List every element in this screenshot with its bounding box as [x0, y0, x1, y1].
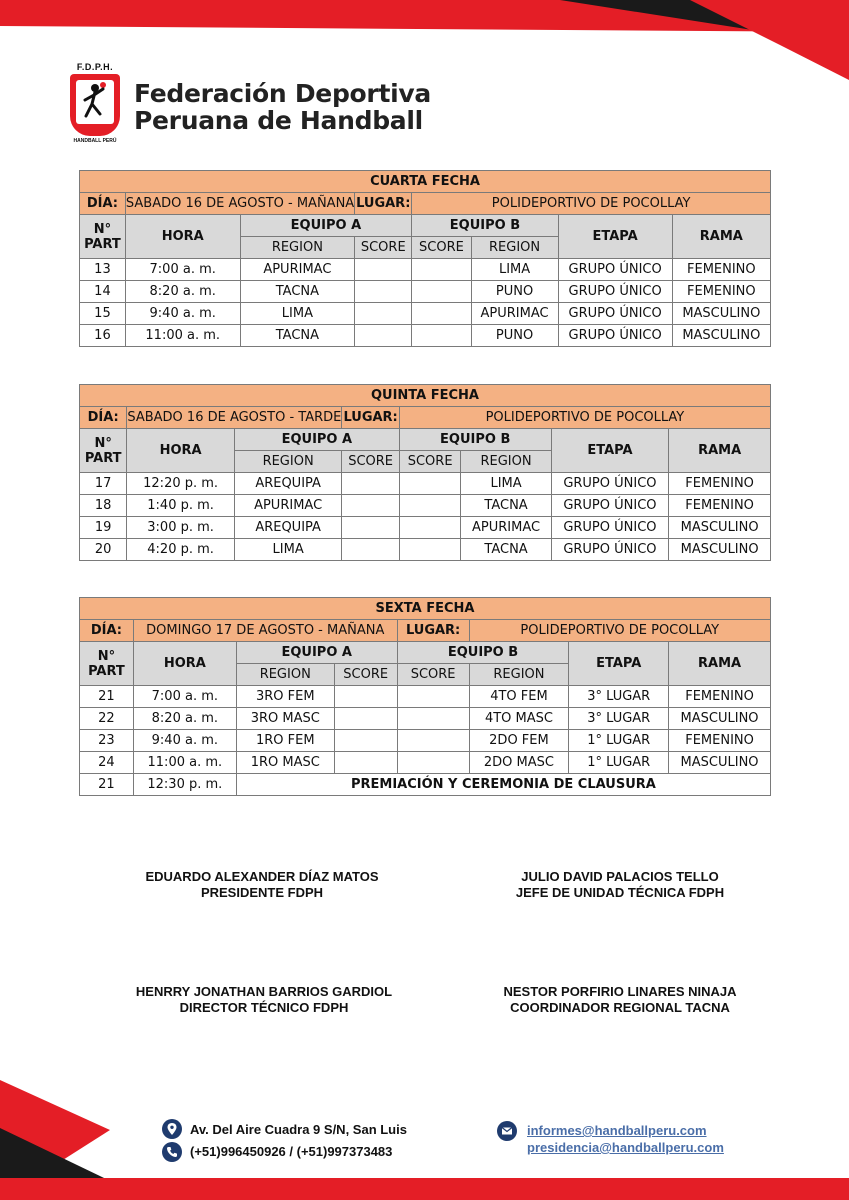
top-decoration	[0, 0, 849, 90]
federation-title	[134, 80, 431, 134]
logo-tagline: HANDBALL PERÚ	[73, 138, 117, 144]
table-row: 23 9:40 a. m. 1RO FEM 2DO FEM 1° LUGAR FEMENINO	[80, 730, 771, 752]
fixture-table-cuarta	[79, 170, 771, 347]
col-equipo-a: EQUIPO A	[234, 429, 399, 451]
lugar-value: POLIDEPORTIVO DE POCOLLAY	[412, 193, 771, 215]
table-row: 21 7:00 a. m. 3RO FEM 4TO FEM 3° LUGAR FEMENINO	[80, 686, 771, 708]
footer-phones: (+51)996450926 / (+51)997373483	[190, 1144, 393, 1159]
col-equipo-b: EQUIPO B	[412, 215, 558, 237]
table-row: 13 7:00 a. m. APURIMAC LIMA GRUPO ÚNICO FEMENINO	[80, 259, 771, 281]
col-n-part: N° PART	[80, 642, 134, 686]
col-n-part: N° PART	[80, 215, 126, 259]
col-score-a: SCORE	[355, 237, 412, 259]
col-region-a: REGION	[236, 664, 334, 686]
fdph-logo	[66, 62, 124, 146]
table-row: 15 9:40 a. m. LIMA APURIMAC GRUPO ÚNICO MASCULINO	[80, 303, 771, 325]
table-row: 22 8:20 a. m. 3RO MASC 4TO MASC 3° LUGAR MASCULINO	[80, 708, 771, 730]
lugar-label: LUGAR:	[342, 407, 399, 429]
signature-presidente: EDUARDO ALEXANDER DÍAZ MATOS PRESIDENTE FDPH	[145, 869, 379, 900]
email-informes-link[interactable]: informes@handballperu.com	[527, 1123, 707, 1138]
lugar-value: POLIDEPORTIVO DE POCOLLAY	[399, 407, 770, 429]
dia-label: DÍA:	[80, 620, 134, 642]
col-region-a: REGION	[240, 237, 355, 259]
handball-player-icon	[70, 74, 120, 136]
table-row: 18 1:40 p. m. APURIMAC TACNA GRUPO ÚNICO FEMENINO	[80, 495, 771, 517]
col-etapa: ETAPA	[569, 642, 669, 686]
col-n-part: N° PART	[80, 429, 127, 473]
col-score-b: SCORE	[412, 237, 471, 259]
lugar-value: POLIDEPORTIVO DE POCOLLAY	[469, 620, 770, 642]
phone-icon	[162, 1142, 182, 1162]
footer-address: Av. Del Aire Cuadra 9 S/N, San Luis	[190, 1122, 407, 1137]
col-score-b: SCORE	[397, 664, 469, 686]
col-equipo-a: EQUIPO A	[240, 215, 412, 237]
dia-value: DOMINGO 17 DE AGOSTO - MAÑANA	[133, 620, 397, 642]
col-etapa: ETAPA	[558, 215, 672, 259]
col-equipo-b: EQUIPO B	[399, 429, 551, 451]
fecha-title: CUARTA FECHA	[80, 171, 771, 193]
col-etapa: ETAPA	[551, 429, 669, 473]
col-rama: RAMA	[669, 642, 771, 686]
signature-director-tecnico: HENRRY JONATHAN BARRIOS GARDIOL DIRECTOR TÉCNICO FDPH	[135, 984, 393, 1015]
table-row: 20 4:20 p. m. LIMA TACNA GRUPO ÚNICO MASCULINO	[80, 539, 771, 561]
col-hora: HORA	[133, 642, 236, 686]
lugar-label: LUGAR:	[355, 193, 412, 215]
closing-ceremony-text: PREMIACIÓN Y CEREMONIA DE CLAUSURA	[236, 774, 770, 796]
dia-label: DÍA:	[80, 407, 127, 429]
signature-coordinador: NESTOR PORFIRIO LINARES NINAJA COORDINADOR REGIONAL TACNA	[503, 984, 737, 1015]
signature-jefe-tecnico: JULIO DAVID PALACIOS TELLO JEFE DE UNIDAD TÉCNICA FDPH	[515, 869, 725, 900]
fixture-table-quinta	[79, 384, 771, 561]
mail-icon	[497, 1121, 517, 1141]
dia-value: SABADO 16 DE AGOSTO - TARDE	[127, 407, 342, 429]
table-row: 16 11:00 a. m. TACNA PUNO GRUPO ÚNICO MASCULINO	[80, 325, 771, 347]
federation-title-line1: Federación Deportiva	[134, 79, 431, 108]
col-hora: HORA	[125, 215, 240, 259]
table-row: 24 11:00 a. m. 1RO MASC 2DO MASC 1° LUGAR MASCULINO	[80, 752, 771, 774]
col-rama: RAMA	[669, 429, 771, 473]
table-row: 17 12:20 p. m. AREQUIPA LIMA GRUPO ÚNICO FEMENINO	[80, 473, 771, 495]
col-rama: RAMA	[672, 215, 770, 259]
col-score-a: SCORE	[342, 451, 399, 473]
table-row: 19 3:00 p. m. AREQUIPA APURIMAC GRUPO ÚNICO MASCULINO	[80, 517, 771, 539]
col-region-b: REGION	[469, 664, 569, 686]
col-score-b: SCORE	[399, 451, 461, 473]
federation-title-line2: Peruana de Handball	[134, 106, 423, 135]
dia-value: SABADO 16 DE AGOSTO - MAÑANA	[125, 193, 354, 215]
col-region-a: REGION	[234, 451, 342, 473]
col-equipo-b: EQUIPO B	[397, 642, 569, 664]
fixture-table-sexta	[79, 597, 771, 796]
email-presidencia-link[interactable]: presidencia@handballperu.com	[527, 1140, 724, 1155]
dia-label: DÍA:	[80, 193, 126, 215]
col-equipo-a: EQUIPO A	[236, 642, 397, 664]
location-pin-icon	[162, 1119, 182, 1139]
col-region-b: REGION	[461, 451, 551, 473]
logo-shield	[70, 74, 120, 136]
lugar-label: LUGAR:	[397, 620, 469, 642]
logo-acronym: F.D.P.H.	[76, 62, 114, 72]
col-region-b: REGION	[471, 237, 558, 259]
col-hora: HORA	[127, 429, 235, 473]
table-row: 14 8:20 a. m. TACNA PUNO GRUPO ÚNICO FEMENINO	[80, 281, 771, 303]
closing-ceremony-row: 21 12:30 p. m. PREMIACIÓN Y CEREMONIA DE CLAUSURA	[80, 774, 771, 796]
col-score-a: SCORE	[334, 664, 397, 686]
fecha-title: QUINTA FECHA	[80, 385, 771, 407]
fecha-title: SEXTA FECHA	[80, 598, 771, 620]
